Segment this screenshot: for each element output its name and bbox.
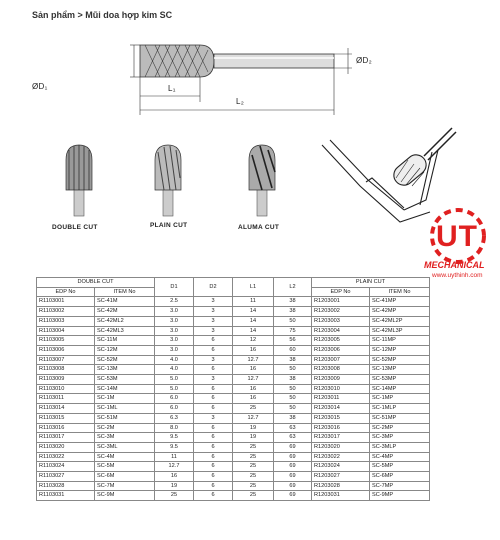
cell-edp-no: R1103022 [37,452,95,462]
cell-edp-no: R1103010 [37,384,95,394]
cell-l2: 38 [274,375,312,385]
table-row [37,375,430,385]
cell-d2: 6 [194,491,233,501]
cell-l2: 50 [274,404,312,414]
cell-l2: 63 [274,423,312,433]
col-item-no-plain: ITEM No [370,287,430,297]
cell-edp-no-plain: R1203022 [312,452,370,462]
cell-d2: 6 [194,452,233,462]
cell-item-no-plain: SC-5MP [370,462,430,472]
table-row [37,326,430,336]
cell-l1: 12.7 [233,375,274,385]
cell-edp-no: R1103002 [37,307,95,317]
spec-table-body [37,297,430,501]
table-row [37,404,430,414]
cell-edp-no-plain: R1203011 [312,394,370,404]
cell-l2: 50 [274,316,312,326]
cell-item-no-plain: SC-9MP [370,491,430,501]
cell-item-no: SC-52M [95,355,155,365]
cell-l1: 16 [233,365,274,375]
cell-item-no-plain: SC-6MP [370,472,430,482]
brand-url[interactable]: www.uythinh.com [432,272,483,279]
cell-edp-no-plain: R1203001 [312,297,370,307]
cell-edp-no: R1103014 [37,404,95,414]
cell-d2: 6 [194,481,233,491]
cell-l2: 50 [274,365,312,375]
d2-label: ØD₂ [356,56,373,65]
cell-d2: 3 [194,326,233,336]
cell-l2: 38 [274,297,312,307]
cell-d2: 3 [194,355,233,365]
cell-item-no: SC-6M [95,472,155,482]
cell-item-no-plain: SC-1MLP [370,404,430,414]
cell-d1: 2.5 [155,297,194,307]
spec-table [36,277,430,501]
cell-d1: 4.0 [155,365,194,375]
cell-edp-no: R1103017 [37,433,95,443]
cell-item-no: SC-7M [95,481,155,491]
cell-item-no-plain: SC-1MP [370,394,430,404]
cell-d2: 6 [194,404,233,414]
cell-item-no-plain: SC-13MP [370,365,430,375]
cell-edp-no: R1103015 [37,413,95,423]
cell-l2: 69 [274,472,312,482]
cell-edp-no: R1103031 [37,491,95,501]
cell-item-no: SC-42ML3 [95,326,155,336]
cell-l1: 12 [233,336,274,346]
group-header-plain-cut: PLAIN CUT [312,278,430,288]
cell-item-no: SC-51M [95,413,155,423]
cell-item-no-plain: SC-42ML3P [370,326,430,336]
d1-label: ØD₁ [32,82,48,91]
double-cut-caption: DOUBLE CUT [52,224,98,231]
cell-l2: 38 [274,355,312,365]
cell-d2: 3 [194,316,233,326]
cell-l1: 14 [233,316,274,326]
cell-edp-no: R1103011 [37,394,95,404]
cell-d1: 3.0 [155,345,194,355]
cell-edp-no-plain: R1203020 [312,442,370,452]
cell-edp-no: R1103005 [37,336,95,346]
cell-edp-no-plain: R1203024 [312,462,370,472]
cell-d2: 3 [194,297,233,307]
col-l2: L2 [274,278,312,297]
cell-edp-no-plain: R1203031 [312,491,370,501]
cell-item-no: SC-14M [95,384,155,394]
cell-d2: 3 [194,413,233,423]
cell-l1: 14 [233,307,274,317]
cell-l2: 63 [274,433,312,443]
cell-item-no-plain: SC-2MP [370,423,430,433]
cell-edp-no: R1103020 [37,442,95,452]
cell-d1: 6.3 [155,413,194,423]
cell-item-no: SC-3ML [95,442,155,452]
cell-item-no: SC-1M [95,394,155,404]
l2-label: L₂ [236,97,245,106]
cell-l2: 69 [274,491,312,501]
plain-cut-burr-image [155,145,181,216]
table-row [37,491,430,501]
table-row [37,297,430,307]
col-item-no: ITEM No [95,287,155,297]
cell-item-no: SC-13M [95,365,155,375]
double-cut-burr-image [66,145,92,216]
cell-edp-no-plain: R1203010 [312,384,370,394]
table-row [37,481,430,491]
cell-edp-no-plain: R1203007 [312,355,370,365]
table-row [37,345,430,355]
cell-edp-no-plain: R1203004 [312,326,370,336]
breadcrumb: Sản phẩm > Mũi doa hợp kim SC [32,10,173,20]
cell-l2: 69 [274,452,312,462]
cell-edp-no-plain: R1203015 [312,413,370,423]
cell-edp-no: R1103006 [37,345,95,355]
cell-l1: 25 [233,481,274,491]
cell-edp-no-plain: R1203008 [312,365,370,375]
cell-l1: 16 [233,394,274,404]
cell-l2: 50 [274,394,312,404]
cell-edp-no-plain: R1203006 [312,345,370,355]
cell-edp-no: R1103007 [37,355,95,365]
cell-l1: 16 [233,384,274,394]
cell-d2: 6 [194,423,233,433]
col-d2: D2 [194,278,233,297]
cell-edp-no-plain: R1203016 [312,423,370,433]
brand-logo-text: UT [436,220,478,253]
cell-item-no-plain: SC-41MP [370,297,430,307]
cell-item-no: SC-41M [95,297,155,307]
cell-edp-no-plain: R1203014 [312,404,370,414]
cell-l2: 38 [274,307,312,317]
cell-d1: 8.0 [155,423,194,433]
cell-l1: 25 [233,452,274,462]
cell-item-no-plain: SC-11MP [370,336,430,346]
cell-l1: 25 [233,404,274,414]
cell-d1: 6.0 [155,394,194,404]
plain-cut-caption: PLAIN CUT [150,222,188,229]
cell-d1: 3.0 [155,336,194,346]
table-row [37,462,430,472]
aluma-cut-caption: ALUMA CUT [238,224,280,231]
cell-d1: 5.0 [155,384,194,394]
cell-l1: 19 [233,423,274,433]
cell-item-no: SC-12M [95,345,155,355]
cell-d2: 6 [194,394,233,404]
table-row [37,423,430,433]
cell-edp-no: R1103009 [37,375,95,385]
cell-edp-no-plain: R1203017 [312,433,370,443]
cell-d1: 9.5 [155,433,194,443]
cell-item-no: SC-2M [95,423,155,433]
table-row [37,394,430,404]
cell-l1: 12.7 [233,355,274,365]
cell-item-no: SC-42ML2 [95,316,155,326]
table-row [37,384,430,394]
cell-item-no-plain: SC-7MP [370,481,430,491]
cell-l1: 16 [233,345,274,355]
cell-item-no: SC-3M [95,433,155,443]
cell-edp-no: R1103003 [37,316,95,326]
cell-l1: 25 [233,462,274,472]
cell-l2: 38 [274,413,312,423]
cell-d2: 6 [194,433,233,443]
cell-d1: 3.0 [155,326,194,336]
cell-d2: 3 [194,307,233,317]
group-header-double-cut: DOUBLE CUT [37,278,155,288]
cell-item-no-plain: SC-42ML2P [370,316,430,326]
cell-l1: 25 [233,491,274,501]
aluma-cut-burr-image [249,145,275,216]
cell-item-no-plain: SC-3MLP [370,442,430,452]
table-row [37,365,430,375]
cell-item-no: SC-42M [95,307,155,317]
cell-l1: 14 [233,326,274,336]
brand-logo [424,214,494,279]
cell-d1: 3.0 [155,316,194,326]
application-sketch [322,128,456,222]
cell-d2: 3 [194,375,233,385]
cell-edp-no: R1103008 [37,365,95,375]
cell-l1: 19 [233,433,274,443]
cell-d1: 11 [155,452,194,462]
cell-item-no: SC-11M [95,336,155,346]
cell-edp-no-plain: R1203002 [312,307,370,317]
cell-l1: 12.7 [233,413,274,423]
cell-d2: 6 [194,365,233,375]
cell-l2: 50 [274,384,312,394]
cell-item-no: SC-53M [95,375,155,385]
cell-d1: 9.5 [155,442,194,452]
table-row [37,355,430,365]
table-row [37,452,430,462]
cell-l1: 25 [233,472,274,482]
cell-edp-no-plain: R1203003 [312,316,370,326]
cell-item-no-plain: SC-4MP [370,452,430,462]
cell-d2: 6 [194,345,233,355]
cell-l2: 69 [274,462,312,472]
cell-l2: 60 [274,345,312,355]
cell-d1: 3.0 [155,307,194,317]
cell-edp-no: R1103004 [37,326,95,336]
cell-d2: 6 [194,336,233,346]
table-row [37,307,430,317]
cell-item-no-plain: SC-12MP [370,345,430,355]
cell-item-no: SC-4M [95,452,155,462]
cell-l1: 25 [233,442,274,452]
cell-d2: 6 [194,384,233,394]
cell-d2: 6 [194,472,233,482]
cell-edp-no: R1103028 [37,481,95,491]
table-row [37,472,430,482]
cell-d2: 6 [194,462,233,472]
cell-edp-no-plain: R1203005 [312,336,370,346]
cell-edp-no: R1103016 [37,423,95,433]
cell-edp-no-plain: R1203027 [312,472,370,482]
cell-l2: 56 [274,336,312,346]
cell-item-no-plain: SC-52MP [370,355,430,365]
table-row [37,433,430,443]
cell-item-no: SC-5M [95,462,155,472]
cell-item-no: SC-1ML [95,404,155,414]
cell-edp-no: R1103001 [37,297,95,307]
cell-d1: 6.0 [155,404,194,414]
cell-d1: 25 [155,491,194,501]
cell-d1: 5.0 [155,375,194,385]
cell-item-no-plain: SC-53MP [370,375,430,385]
cell-edp-no: R1103024 [37,462,95,472]
table-row [37,442,430,452]
table-row [37,413,430,423]
cell-edp-no-plain: R1203009 [312,375,370,385]
col-d1: D1 [155,278,194,297]
brand-name: MECHANICAL [424,260,485,270]
cell-edp-no-plain: R1203028 [312,481,370,491]
cell-item-no-plain: SC-51MP [370,413,430,423]
cell-d1: 12.7 [155,462,194,472]
cell-item-no-plain: SC-3MP [370,433,430,443]
cell-d1: 4.0 [155,355,194,365]
table-row [37,316,430,326]
col-edp-no: EDP No [37,287,95,297]
col-l1: L1 [233,278,274,297]
cell-item-no-plain: SC-14MP [370,384,430,394]
table-row [37,336,430,346]
col-edp-no-plain: EDP No [312,287,370,297]
l1-label: L₁ [168,84,176,93]
cell-l1: 11 [233,297,274,307]
cell-d1: 19 [155,481,194,491]
cell-l2: 75 [274,326,312,336]
cell-edp-no: R1103027 [37,472,95,482]
cell-item-no-plain: SC-42MP [370,307,430,317]
cell-item-no: SC-9M [95,491,155,501]
cell-d1: 16 [155,472,194,482]
cell-l2: 69 [274,481,312,491]
cell-l2: 69 [274,442,312,452]
cell-d2: 6 [194,442,233,452]
